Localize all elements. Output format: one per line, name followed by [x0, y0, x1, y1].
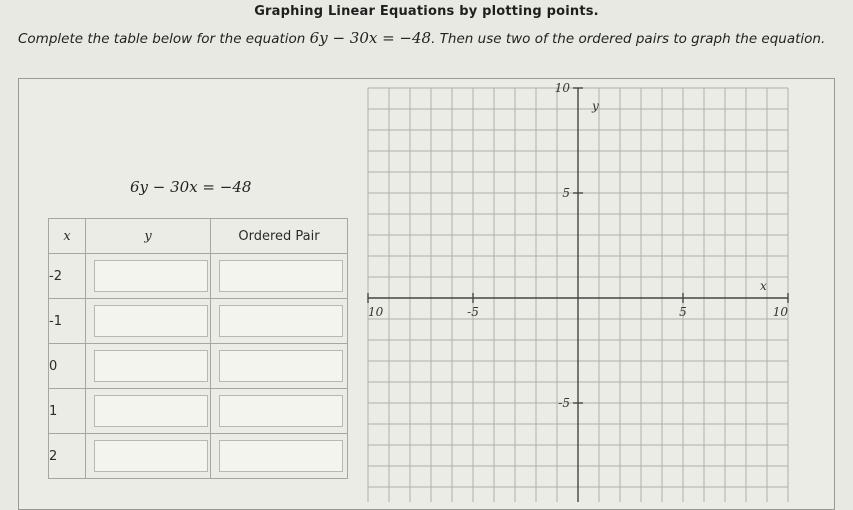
- ordered-pair-input[interactable]: [219, 395, 343, 427]
- pair-cell: [211, 434, 348, 479]
- equation-label: 6y − 30x = −48: [130, 178, 252, 196]
- y-axis-label: y: [592, 99, 599, 113]
- table-row: [49, 344, 348, 389]
- y-input[interactable]: [94, 305, 208, 337]
- y-tick-label: 5: [562, 186, 570, 200]
- pair-cell: [211, 254, 348, 299]
- y-column-header: y: [86, 219, 211, 254]
- ordered-pair-column-header: Ordered Pair: [211, 219, 348, 254]
- ordered-pair-input[interactable]: [219, 260, 343, 292]
- x-tick-label: 10: [772, 305, 788, 319]
- y-input[interactable]: [94, 395, 208, 427]
- instructions-pre: Complete the table below for the equation: [18, 31, 310, 47]
- instructions-equation: 6y − 30x = −48: [309, 29, 432, 47]
- table-row: [49, 254, 348, 299]
- y-cell: [86, 434, 211, 479]
- x-tick-label: -5: [467, 305, 479, 319]
- ordered-pair-input[interactable]: [219, 440, 343, 472]
- values-table: [48, 218, 348, 479]
- instructions-post: . Then use two of the ordered pairs to graph the equation.: [431, 31, 826, 47]
- pair-cell: [211, 389, 348, 434]
- x-value: -2: [49, 254, 86, 299]
- y-input[interactable]: [94, 440, 208, 472]
- y-tick-label: 10: [554, 82, 570, 95]
- y-tick-label: -5: [558, 396, 570, 410]
- x-value: 0: [49, 344, 86, 389]
- page-title: Graphing Linear Equations by plotting points.: [254, 4, 599, 19]
- x-value: 2: [49, 434, 86, 479]
- y-input[interactable]: [94, 350, 208, 382]
- table-row: [49, 434, 348, 479]
- ordered-pair-input[interactable]: [219, 350, 343, 382]
- x-tick-label: 5: [679, 305, 687, 319]
- pair-cell: [211, 299, 348, 344]
- ordered-pair-input[interactable]: [219, 305, 343, 337]
- y-cell: [86, 299, 211, 344]
- x-value: 1: [49, 389, 86, 434]
- y-cell: [86, 344, 211, 389]
- table-header-row: [49, 219, 348, 254]
- y-cell: [86, 389, 211, 434]
- x-tick-label: 10: [368, 305, 384, 319]
- pair-cell: [211, 344, 348, 389]
- y-cell: [86, 254, 211, 299]
- x-axis-label: x: [760, 279, 767, 293]
- y-input[interactable]: [94, 260, 208, 292]
- coordinate-grid[interactable]: [360, 82, 816, 502]
- x-value: -1: [49, 299, 86, 344]
- table-row: [49, 389, 348, 434]
- table-row: [49, 299, 348, 344]
- instructions: [18, 28, 833, 49]
- x-column-header: x: [49, 219, 86, 254]
